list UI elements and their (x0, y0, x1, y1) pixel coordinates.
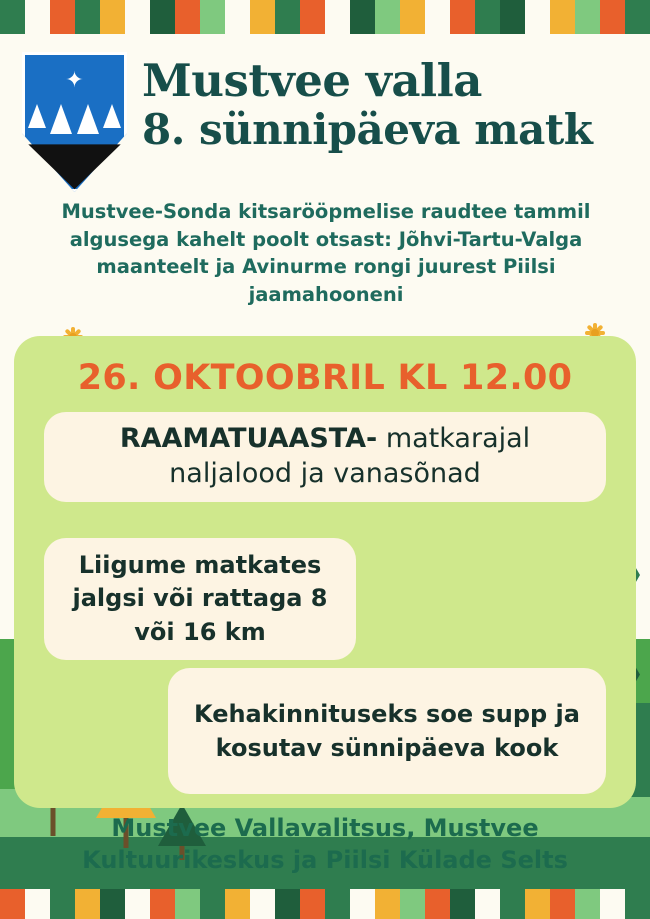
stripe-segment (425, 0, 450, 34)
stripe-segment (350, 889, 375, 919)
stripe-segment (425, 889, 450, 919)
stripe-segment (25, 889, 50, 919)
stripe-segment (225, 889, 250, 919)
stripe-segment (525, 889, 550, 919)
stripe-segment (525, 0, 550, 34)
stripe-segment (300, 0, 325, 34)
card-refreshments: Kehakinnituseks soe supp ja kosutav sünnipäeva kook (168, 668, 606, 794)
stripe-segment (75, 0, 100, 34)
stripe-segment (625, 889, 650, 919)
stripe-segment (175, 889, 200, 919)
stripe-segment (600, 889, 625, 919)
stripe-segment (500, 0, 525, 34)
event-description: Mustvee-Sonda kitsarööpmelise raudtee tammil algusega kahelt poolt otsast: Jõhvi-Tartu-Valga maanteelt ja Avinurme rongi juurest Piilsi jaamahooneni (61, 200, 591, 307)
stripe-segment (600, 0, 625, 34)
stripe-segment (625, 0, 650, 34)
stripe-segment (0, 889, 25, 919)
stripe-segment (375, 0, 400, 34)
stripe-segment (400, 0, 425, 34)
stripe-segment (350, 0, 375, 34)
stripe-segment (50, 889, 75, 919)
title-line-1: Mustvee valla (142, 54, 482, 107)
stripe-segment (375, 889, 400, 919)
stripe-segment (100, 889, 125, 919)
stripe-segment (575, 0, 600, 34)
stripe-band-bottom (0, 889, 650, 919)
stripe-segment (100, 0, 125, 34)
card-book-year-strong: RAAMATUAASTA- (119, 423, 378, 455)
stripe-band-top (0, 0, 650, 34)
title-line-2: 8. sünnipäeva matk (142, 105, 593, 155)
stripe-segment (275, 0, 300, 34)
page-title (142, 56, 642, 153)
stripe-segment (125, 0, 150, 34)
stripe-segment (150, 0, 175, 34)
stripe-segment (475, 0, 500, 34)
stripe-segment (450, 889, 475, 919)
stripe-segment (400, 889, 425, 919)
stripe-segment (500, 889, 525, 919)
stripe-segment (25, 0, 50, 34)
stripe-segment (125, 889, 150, 919)
coat-of-arms-icon: ✦ (22, 52, 127, 192)
organizers: Mustvee Vallavalitsus, Mustvee Kultuurikeskus ja Piilsi Külade Selts (82, 814, 568, 875)
card-book-year (44, 412, 606, 502)
stripe-segment (150, 889, 175, 919)
stripe-segment (550, 0, 575, 34)
stripe-segment (250, 0, 275, 34)
stripe-segment (50, 0, 75, 34)
event-date: 26. OKTOOBRIL KL 12.00 (77, 358, 573, 398)
stripe-segment (325, 889, 350, 919)
stripe-segment (275, 889, 300, 919)
stripe-segment (225, 0, 250, 34)
stripe-segment (575, 889, 600, 919)
stripe-segment (325, 0, 350, 34)
stripe-segment (300, 889, 325, 919)
card-movement: Liigume matkates jalgsi või rattaga 8 või 16 km (44, 538, 356, 660)
stripe-segment (550, 889, 575, 919)
stripe-segment (475, 889, 500, 919)
stripe-segment (200, 0, 225, 34)
card-book-year-rest: matkarajal naljalood ja vanasõnad (169, 423, 531, 489)
stripe-segment (200, 889, 225, 919)
stripe-segment (75, 889, 100, 919)
stripe-segment (175, 0, 200, 34)
stripe-segment (450, 0, 475, 34)
stripe-segment (250, 889, 275, 919)
stripe-segment (0, 0, 25, 34)
